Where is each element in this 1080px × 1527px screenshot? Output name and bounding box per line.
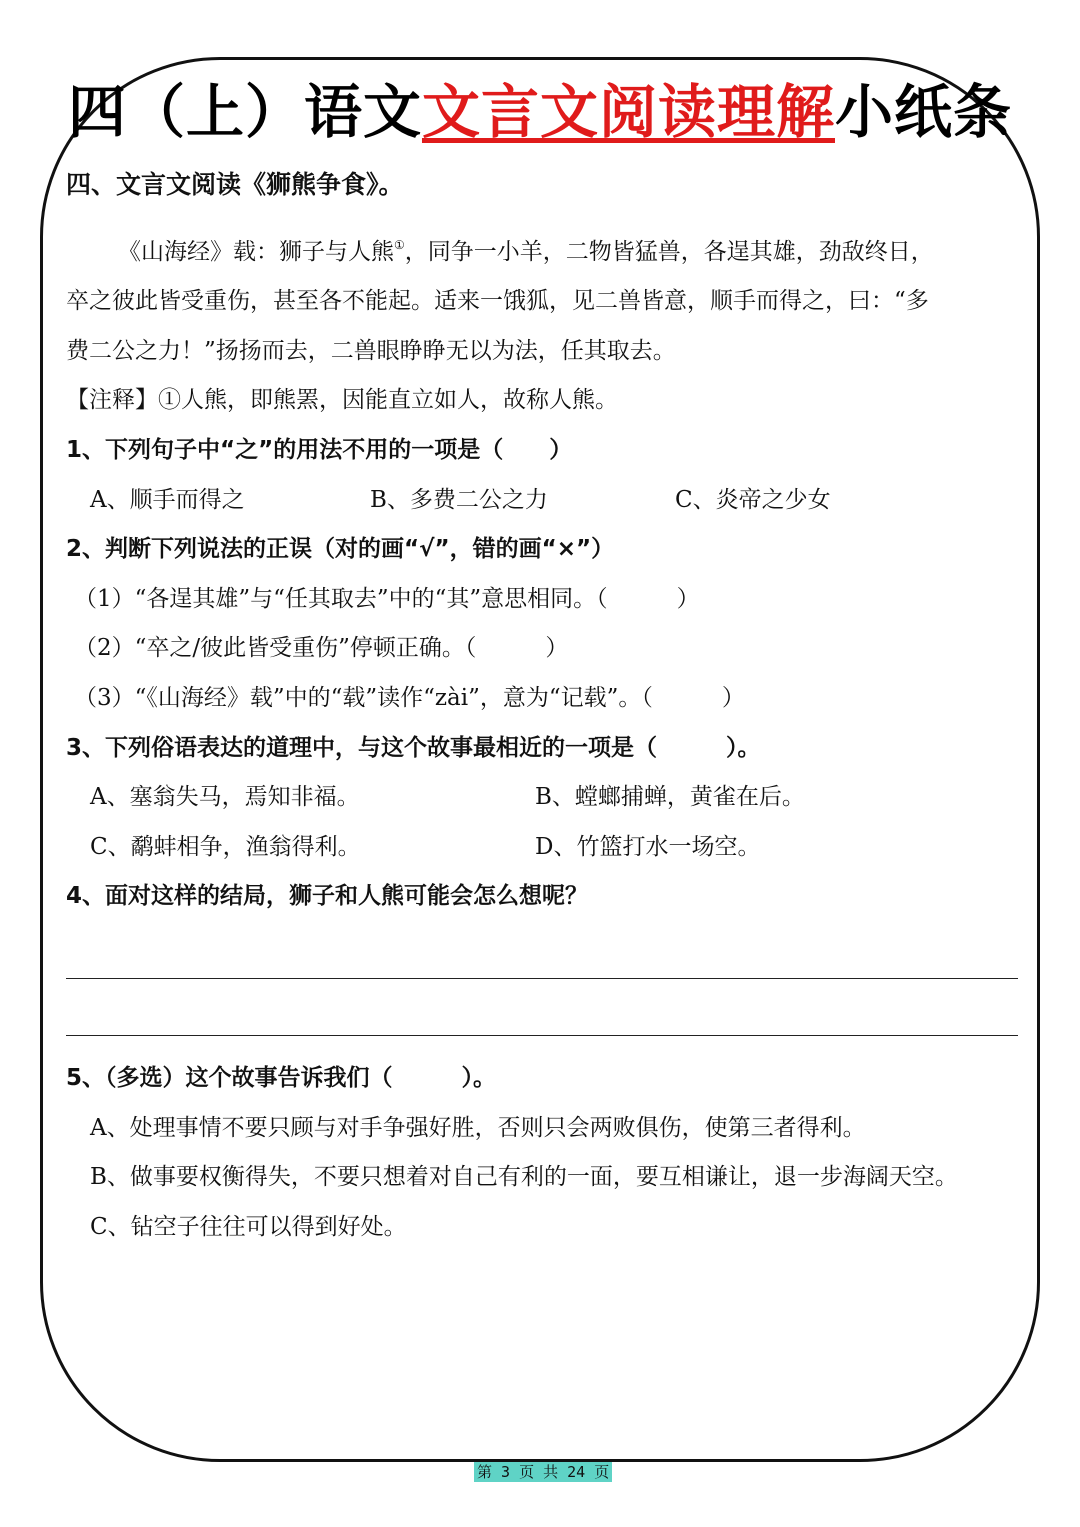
page-number-footer: 第 3 页 共 24 页 bbox=[474, 1462, 612, 1482]
passage-text: 《山海经》载：狮子与人熊 bbox=[118, 238, 394, 265]
q2-item-2[interactable]: （2）“卒之/彼此皆受重伤”停顿正确。（ ） bbox=[74, 635, 569, 662]
q2-item-3[interactable]: （3）“《山海经》载”中的“载”读作“zài”，意为“记载”。（ ） bbox=[74, 684, 745, 711]
q1-option-a[interactable]: A、顺手而得之 bbox=[90, 486, 245, 513]
q3-option-b[interactable]: B、螳螂捕蝉，黄雀在后。 bbox=[535, 784, 805, 811]
q3-option-d[interactable]: D、竹篮打水一场空。 bbox=[535, 833, 761, 860]
q5-option-a[interactable]: A、处理事情不要只顾与对手争强好胜，否则只会两败俱伤，使第三者得利。 bbox=[90, 1114, 866, 1141]
question-1-stem: 1、下列句子中“之”的用法不用的一项是（ ） bbox=[66, 436, 573, 463]
answer-line-1[interactable] bbox=[66, 922, 1018, 979]
question-3-options-row-1 bbox=[66, 773, 1018, 823]
q2-item-1[interactable]: （1）“各逞其雄”与“任其取去”中的“其”意思相同。（ ） bbox=[74, 585, 700, 612]
annotation-note: 【注释】①人熊，即熊罴，因能直立如人，故称人熊。 bbox=[66, 387, 618, 414]
q1-option-c[interactable]: C、炎帝之少女 bbox=[675, 486, 831, 513]
passage-line-3: 费二公之力！”扬扬而去，二兽眼睁睁无以为法，任其取去。 bbox=[66, 337, 676, 364]
q3-option-c[interactable]: C、鹬蚌相争，渔翁得利。 bbox=[90, 833, 361, 860]
note-marker: ① bbox=[394, 237, 405, 252]
title-part2: 小纸条 bbox=[835, 78, 1013, 146]
question-3-options-row-2 bbox=[66, 823, 1018, 873]
answer-line-2[interactable] bbox=[66, 979, 1018, 1036]
worksheet-content bbox=[66, 160, 1018, 1252]
question-1-options bbox=[66, 476, 1018, 526]
page-title bbox=[0, 70, 1080, 154]
q1-option-b[interactable]: B、多费二公之力 bbox=[370, 486, 548, 513]
q5-option-c[interactable]: C、钻空子往往可以得到好处。 bbox=[90, 1213, 407, 1240]
question-4-stem: 4、面对这样的结局，狮子和人熊可能会怎么想呢？ bbox=[66, 883, 589, 910]
title-highlight: 文言文阅读理解 bbox=[421, 78, 835, 146]
section-heading: 四、文言文阅读《狮熊争食》。 bbox=[66, 170, 404, 199]
passage-line-2: 卒之彼此皆受重伤，甚至各不能起。适来一饿狐，见二兽皆意，顺手而得之，曰：“多 bbox=[66, 288, 929, 315]
question-5-stem: 5、（多选）这个故事告诉我们（ ）。 bbox=[66, 1064, 497, 1091]
title-part1: 四（上）语文 bbox=[67, 78, 422, 146]
question-2-stem: 2、判断下列说法的正误（对的画“√”，错的画“×”） bbox=[66, 536, 615, 563]
q5-option-b[interactable]: B、做事要权衡得失，不要只想着对自己有利的一面，要互相谦让，退一步海阔天空。 bbox=[90, 1164, 958, 1191]
q3-option-a[interactable]: A、塞翁失马，焉知非福。 bbox=[90, 784, 360, 811]
question-3-stem: 3、下列俗语表达的道理中，与这个故事最相近的一项是（ ）。 bbox=[66, 734, 761, 761]
passage-text: ，同争一小羊，二物皆猛兽，各逞其雄，劲敌终日， bbox=[404, 238, 934, 265]
passage-line-1 bbox=[66, 228, 1018, 278]
